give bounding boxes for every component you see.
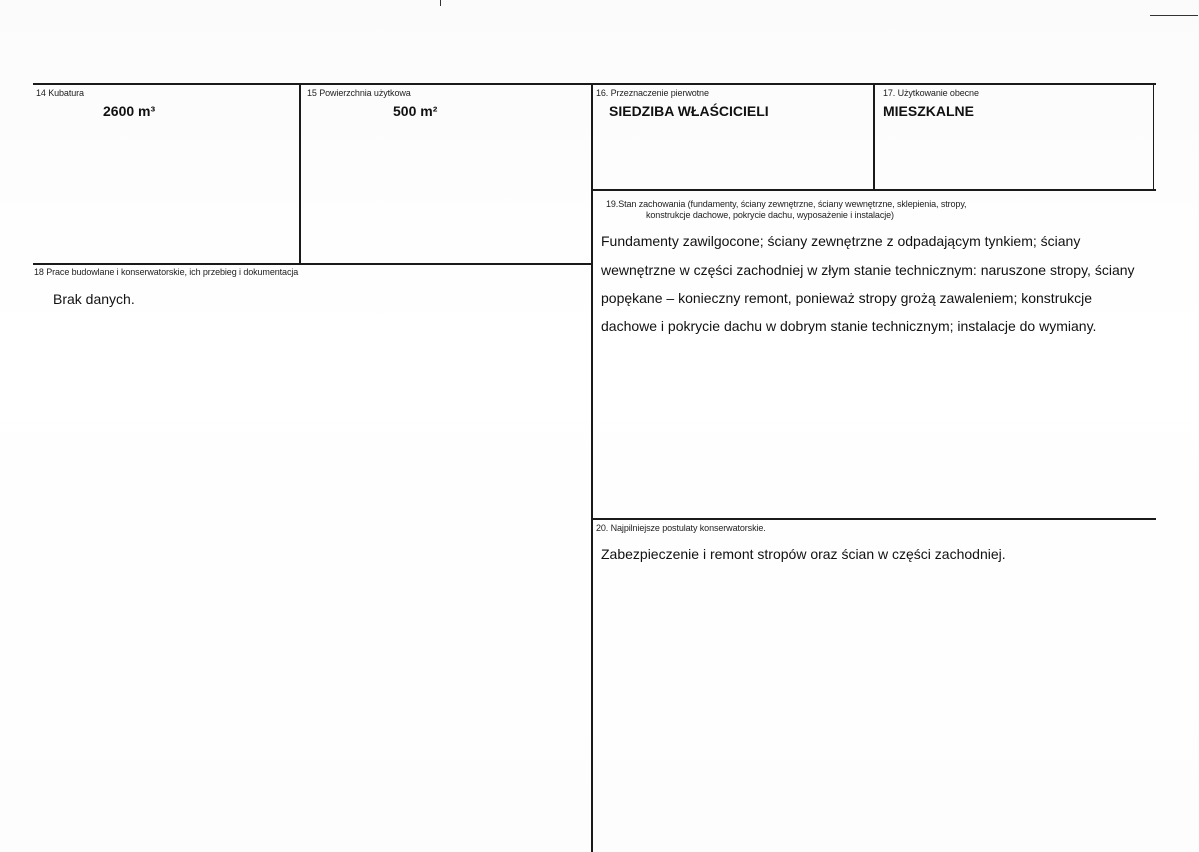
przeznaczenie-value: SIEDZIBA WŁAŚCICIELI <box>609 103 769 119</box>
stan-zachowania-label-line2: konstrukcje dachowe, pokrycie dachu, wyposażenie i instalacje) <box>646 210 894 220</box>
powierzchnia-value: 500 m² <box>393 103 438 119</box>
form-top-border <box>33 83 1156 85</box>
divider-19-20 <box>592 518 1156 520</box>
divider-16-17 <box>873 84 875 190</box>
divider-16-19 <box>592 189 1156 191</box>
stan-zachowania-line-4: dachowe i pokrycie dachu w dobrym stanie technicznym; instalacje do wymiany. <box>601 318 1097 334</box>
uzytkowanie-value: MIESZKALNE <box>883 103 974 119</box>
divider-14-15 <box>299 84 301 264</box>
top-right-mark <box>1150 15 1198 16</box>
uzytkowanie-label: 17. Użytkowanie obecne <box>883 88 979 98</box>
stan-zachowania-line-1: Fundamenty zawilgocone; ściany zewnętrzne z odpadającym tynkiem; ściany <box>601 233 1081 249</box>
postulaty-value: Zabezpieczenie i remont stropów oraz ścian w części zachodniej. <box>601 546 1006 562</box>
stan-zachowania-line-3: popękane – konieczny remont, ponieważ stropy grożą zawaleniem; konstrukcje <box>601 290 1093 306</box>
prace-label: 18 Prace budowlane i konserwatorskie, ich przebieg i dokumentacja <box>34 267 299 277</box>
kubatura-value: 2600 m³ <box>103 103 156 119</box>
divider-right-17 <box>1153 84 1154 190</box>
postulaty-label: 20. Najpilniejsze postulaty konserwatorskie. <box>596 523 766 533</box>
prace-value: Brak danych. <box>53 291 135 307</box>
stan-zachowania-line-2: wewnętrzne w części zachodniej w złym stanie technicznym: naruszone stropy, ściany <box>601 262 1135 278</box>
powierzchnia-label: 15 Powierzchnia użytkowa <box>307 88 411 98</box>
stan-zachowania-label-line1: 19.Stan zachowania (fundamenty, ściany zewnętrzne, ściany wewnętrzne, sklepienia, stropy, <box>606 199 967 209</box>
top-tick-mark <box>440 0 441 6</box>
divider-center <box>591 84 593 852</box>
przeznaczenie-label: 16. Przeznaczenie pierwotne <box>596 88 709 98</box>
kubatura-label: 14 Kubatura <box>36 88 84 98</box>
divider-14-18 <box>33 263 592 265</box>
